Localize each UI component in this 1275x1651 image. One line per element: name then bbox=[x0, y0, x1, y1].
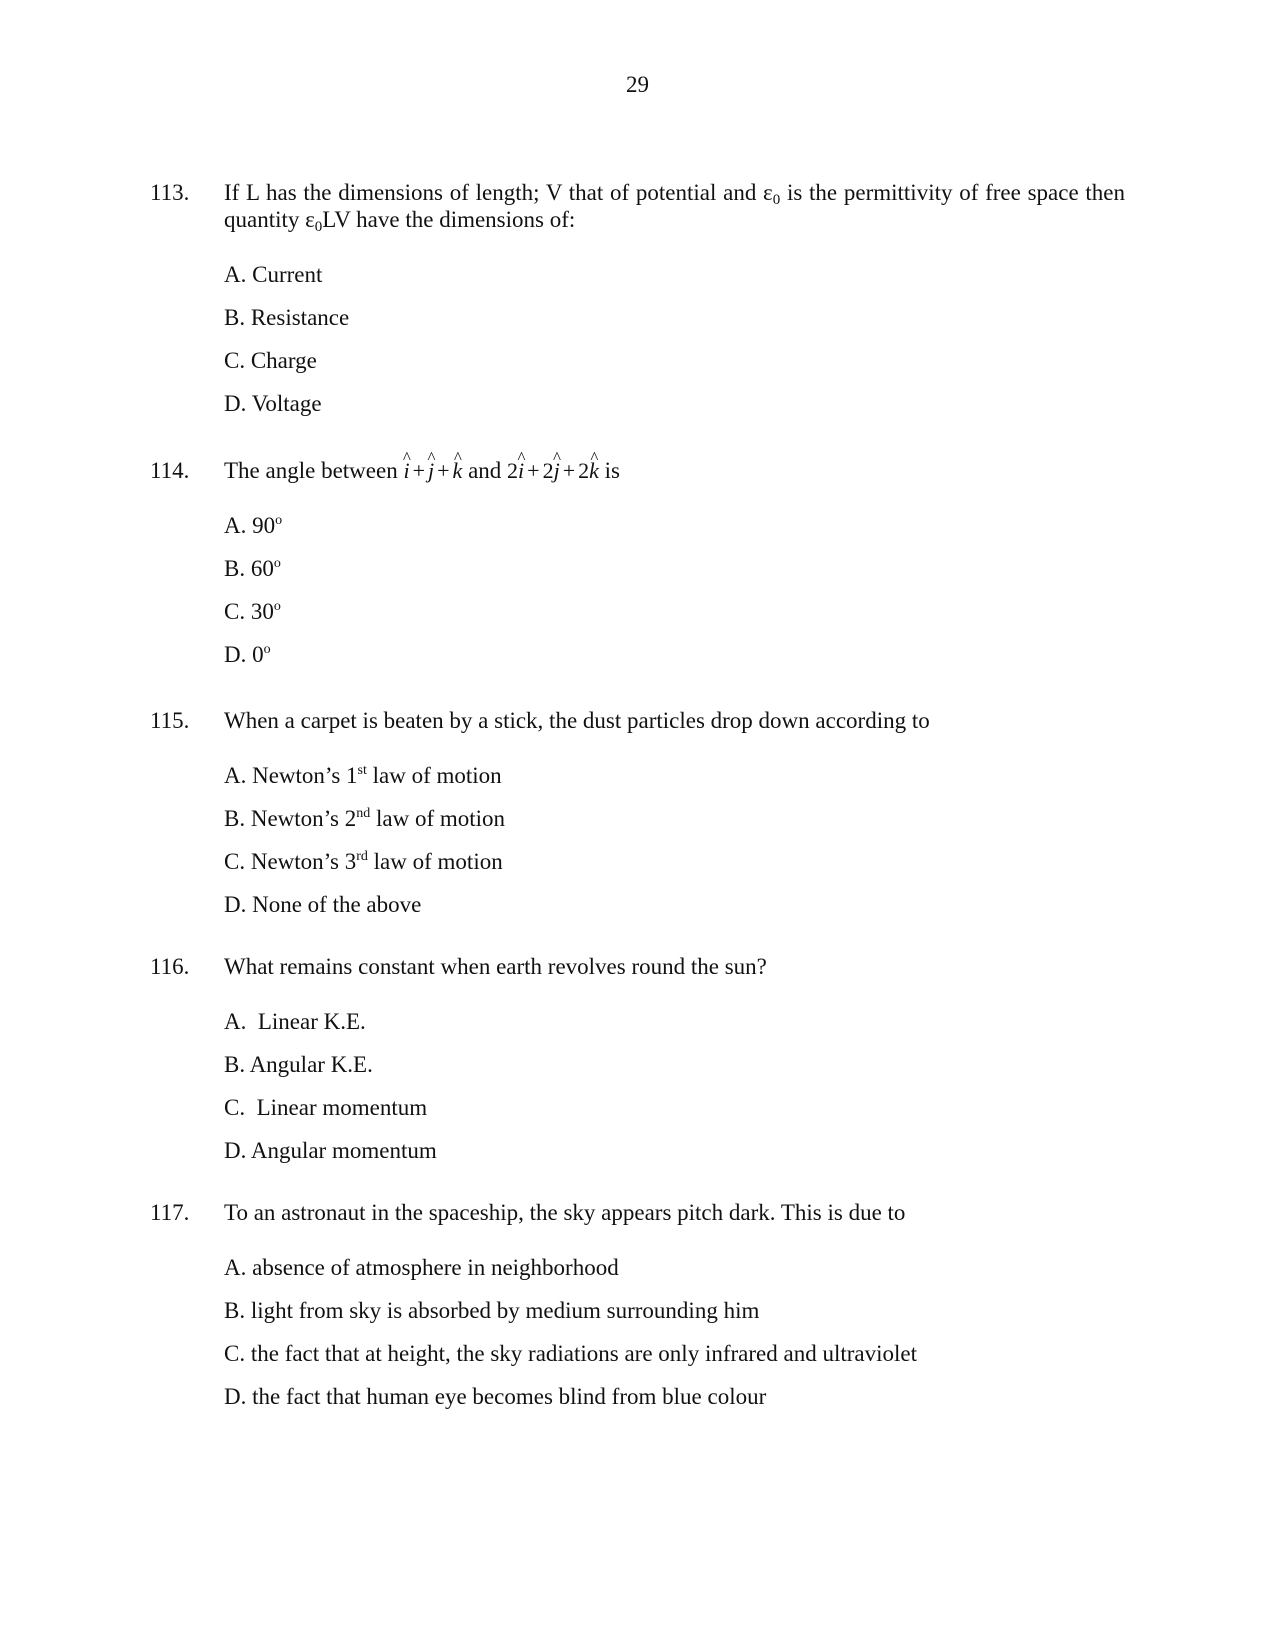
option-a[interactable]: A. absence of atmosphere in neighborhood bbox=[224, 1255, 619, 1280]
question-number: 114. bbox=[150, 458, 190, 483]
question-114 bbox=[150, 457, 1125, 668]
option-a[interactable]: A. Newton’s 1st law of motion bbox=[224, 763, 502, 788]
question-text: If L has the dimensions of length; V that of potential and $\varepsilon_0$ is the permittivity of free space then quantity $\varepsilon_0LV$ have the dimensions of: bbox=[224, 180, 1125, 235]
option-c[interactable]: C. the fact that at height, the sky radiations are only infrared and ultraviolet bbox=[224, 1341, 917, 1366]
option-d[interactable]: D. 0$^o$ bbox=[224, 642, 271, 667]
options-list bbox=[224, 1254, 1125, 1410]
options-list bbox=[224, 261, 1125, 417]
question-117 bbox=[150, 1199, 1125, 1410]
option-a[interactable]: A. Current bbox=[224, 262, 323, 287]
options-list bbox=[224, 1008, 1125, 1164]
question-text: What remains constant when earth revolves round the sun? bbox=[224, 954, 767, 979]
option-b[interactable]: B. Angular K.E. bbox=[224, 1052, 373, 1077]
option-d[interactable]: D. Voltage bbox=[224, 391, 322, 416]
option-d[interactable]: D. Angular momentum bbox=[224, 1138, 437, 1163]
question-116 bbox=[150, 953, 1125, 1164]
question-number: 115. bbox=[150, 708, 190, 733]
option-c[interactable]: C. Newton’s 3rd law of motion bbox=[224, 849, 503, 874]
option-c[interactable]: C. Charge bbox=[224, 348, 317, 373]
page-number: 29 bbox=[626, 72, 649, 97]
option-c[interactable]: C. Linear momentum bbox=[224, 1095, 428, 1120]
option-c[interactable]: C. 30$^o$ bbox=[224, 599, 281, 624]
options-list bbox=[224, 512, 1125, 668]
vector-expression-1: i ^ + j ^ + k ^ bbox=[403, 458, 462, 483]
question-number: 117. bbox=[150, 1200, 190, 1225]
option-b[interactable]: B. Resistance bbox=[224, 305, 350, 330]
question-113 bbox=[150, 179, 1125, 417]
option-b[interactable]: B. Newton’s 2nd law of motion bbox=[224, 806, 506, 831]
vector-expression-2: 2i ^ + 2j ^ + 2k ^ bbox=[507, 458, 599, 483]
option-a[interactable]: A. Linear K.E. bbox=[224, 1009, 366, 1034]
option-d[interactable]: D. None of the above bbox=[224, 892, 422, 917]
option-d[interactable]: D. the fact that human eye becomes blind from blue colour bbox=[224, 1384, 767, 1409]
question-115 bbox=[150, 707, 1125, 918]
option-b[interactable]: B. 60$^o$ bbox=[224, 556, 281, 581]
question-number: 116. bbox=[150, 954, 190, 979]
question-text: The angle between i ^ + j ^ + k ^ and 2i ^ + 2j ^ + 2k ^ is bbox=[224, 457, 1125, 484]
question-text: To an astronaut in the spaceship, the sky appears pitch dark. This is due to bbox=[224, 1200, 906, 1225]
question-text: When a carpet is beaten by a stick, the dust particles drop down according to bbox=[224, 708, 930, 733]
question-number: 113. bbox=[150, 180, 190, 205]
option-a[interactable]: A. 90$^o$ bbox=[224, 513, 283, 538]
options-list bbox=[224, 762, 1125, 918]
option-b[interactable]: B. light from sky is absorbed by medium surrounding him bbox=[224, 1298, 760, 1323]
